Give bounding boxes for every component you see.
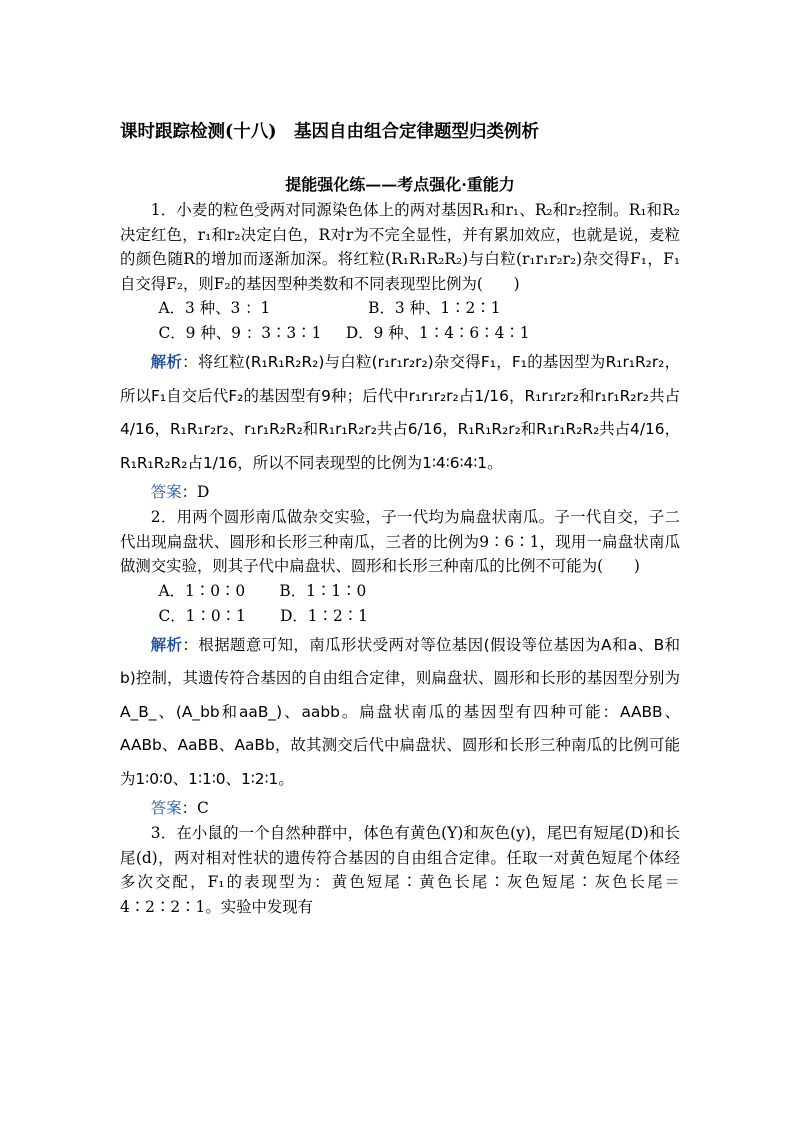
question-2-options-row-1: A．1∶0∶0 B．1∶1∶0 [158, 581, 367, 600]
analysis-label: 解析 [150, 635, 183, 654]
question-2-stem: 2．用两个圆形南瓜做杂交实验，子一代均为扁盘状南瓜。子一代自交，子二代出现扁盘状、圆形和长形三种南瓜，三者的比例为9∶6∶1，现用一扁盘状南瓜做测交实验，则其子代中扁盘状、圆形和长形三种南瓜的比例不可能为( ) [120, 508, 680, 576]
section-heading: 提能强化练——考点强化·重能力 [285, 175, 515, 194]
question-2-analysis [120, 629, 680, 797]
question-3 [120, 821, 680, 919]
question-2-answer [120, 796, 680, 821]
answer-label: 答案 [150, 799, 182, 818]
answer-text: ：D [181, 483, 210, 502]
question-1-stem: 1．小麦的粒色受两对同源染色体上的两对基因R₁和r₁、R₂和r₂控制。R₁和R₂决定红色，r₁和r₂决定白色，R对r为不完全显性，并有累加效应，也就是说，麦粒的颜色随R的增加而逐渐加深。将红粒(R₁R₁R₂R₂)与白粒(r₁r₁r₂r₂)杂交得F₁，F₁自交得F₂，则F₂的基因型种类数和不同表现型比例为( ) [120, 201, 680, 293]
question-1-answer [120, 480, 680, 505]
question-2-options-row-2: C．1∶0∶1 D．1∶2∶1 [158, 606, 368, 625]
question-1 [120, 198, 680, 505]
question-1-analysis [120, 346, 680, 480]
answer-label: 答案 [150, 483, 182, 502]
question-1-options-row-1: A．3 种、3 ：1 B．3 种、1∶2∶1 [158, 299, 501, 318]
document-title: 课时跟踪检测(十八) 基因自由组合定律题型归类例析 [120, 122, 540, 142]
question-3-stem: 3．在小鼠的一个自然种群中，体色有黄色(Y)和灰色(y)，尾巴有短尾(D)和长尾(d)，两对相对性状的遗传符合基因的自由组合定律。任取一对黄色短尾个体经多次交配，F₁的表现型为：黄色短尾∶黄色长尾∶灰色短尾∶灰色长尾＝4∶2∶2∶1。实验中发现有 [120, 824, 680, 917]
analysis-label: 解析 [150, 352, 183, 371]
question-2 [120, 505, 680, 821]
analysis-text: ：将红粒(R₁R₁R₂R₂)与白粒(r₁r₁r₂r₂)杂交得F₁，F₁的基因型为R₁r₁R₂r₂，所以F₁自交后代F₂的基因型有9种；后代中r₁r₁r₂r₂占1/16，R₁r₁r₂r₂和r₁r₁R₂r₂共占4/16，R₁R₁r₂r₂、r₁r₁R₂R₂和R₁r₁R₂r₂共占6/16，R₁R₁R₂r₂和R₁r₁R₂R₂共占4/16，R₁R₁R₂R₂占1/16，所以不同表现型的比例为1∶4∶6∶4∶1。 [120, 352, 680, 472]
analysis-text: ：根据题意可知，南瓜形状受两对等位基因(假设等位基因为A和a、B和b)控制，其遗传符合基因的自由组合定律，则扁盘状、圆形和长形的基因型分别为A_B_、(A_bb和aaB_)、aabb。扁盘状南瓜的基因型有四种可能：AABB、AABb、AaBB、AaBb，故其测交后代中扁盘状、圆形和长形三种南瓜的比例可能为1∶0∶0、1∶1∶0、1∶2∶1。 [120, 635, 680, 788]
answer-text: ：C [181, 799, 209, 818]
document-page [120, 120, 680, 920]
question-1-options-row-2: C．9 种、9 ：3∶3∶1 D．9 种、1∶4∶6∶4∶1 [158, 324, 530, 343]
